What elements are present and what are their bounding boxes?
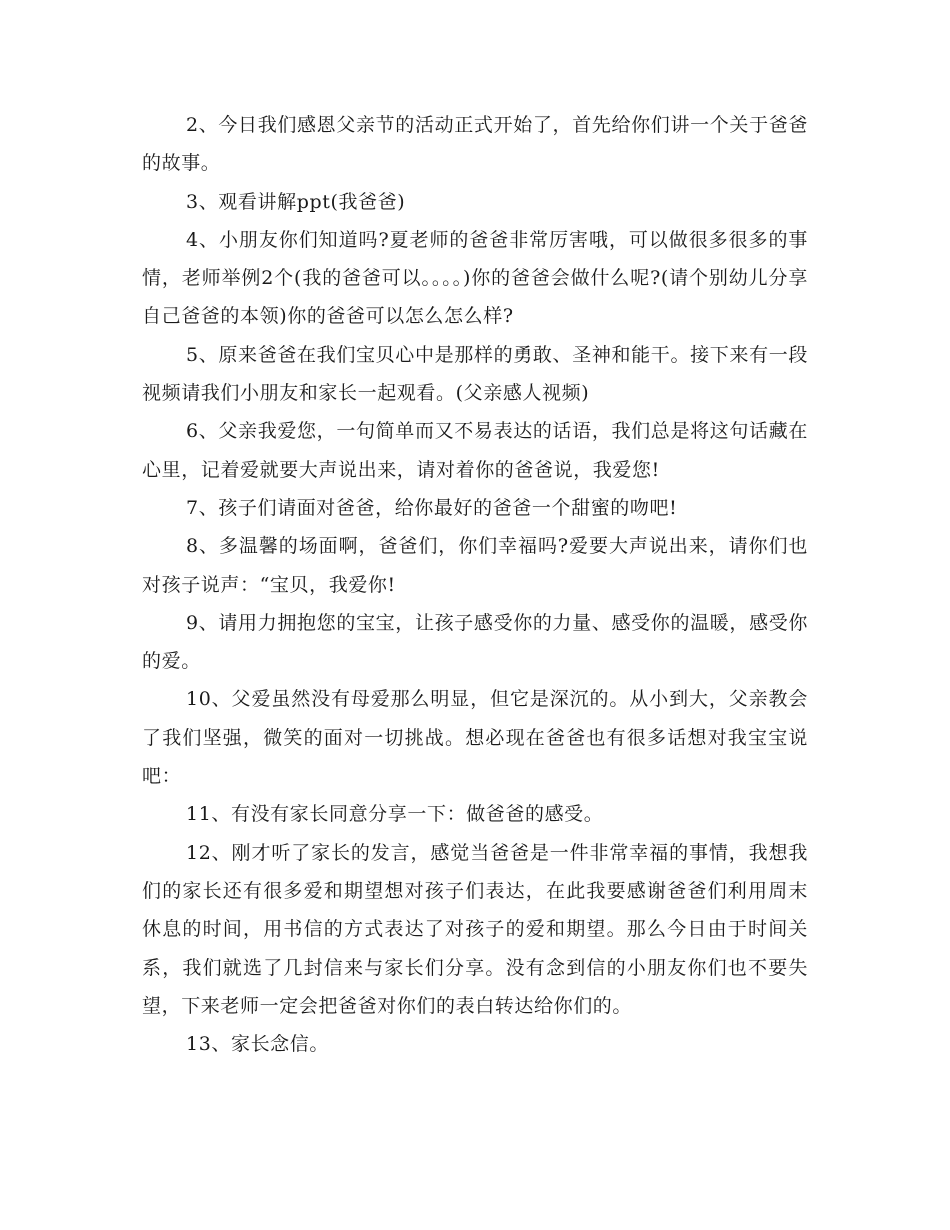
paragraph-13: 13、家长念信。 — [186, 1033, 329, 1056]
paragraph-11: 11、有没有家长同意分享一下：做爸爸的感受。 — [186, 803, 604, 826]
document-body — [142, 106, 808, 1063]
paragraph-10: 10、父爱虽然没有母爱那么明显，但它是深沉的。从小到大，父亲教会了我们坚强，微笑的面对一切挑战。想必现在爸爸也有很多话想对我宝宝说吧： — [142, 688, 808, 788]
paragraph-2: 2、今日我们感恩父亲节的活动正式开始了，首先给你们讲一个关于爸爸的故事。 — [142, 114, 808, 175]
paragraph-6: 6、父亲我爱您，一句简单而又不易表达的话语，我们总是将这句话藏在心里，记着爱就要大声说出来，请对着你的爸爸说，我爱您! — [142, 420, 808, 481]
paragraph-5: 5、原来爸爸在我们宝贝心中是那样的勇敢、圣神和能干。接下来有一段视频请我们小朋友和家长一起观看。(父亲感人视频) — [142, 343, 808, 405]
paragraph-8: 8、多温馨的场面啊，爸爸们，你们幸福吗?爱要大声说出来，请你们也对孩子说声：“宝贝，我爱你! — [142, 535, 808, 596]
paragraph-3: 3、观看讲解ppt(我爸爸) — [186, 190, 406, 213]
paragraph-12: 12、刚才听了家长的发言，感觉当爸爸是一件非常幸福的事情，我想我们的家长还有很多爱和期望想对孩子们表达，在此我要感谢爸爸们利用周末休息的时间，用书信的方式表达了对孩子的爱和期望。那么今日由于时间关系，我们就选了几封信来与家长们分享。没有念到信的小朋友你们也不要失望，下来老师一定会把爸爸对你们的表白转达给你们的。 — [142, 841, 808, 1017]
paragraph-7: 7、孩子们请面对爸爸，给你最好的爸爸一个甜蜜的吻吧! — [186, 496, 678, 519]
paragraph-9: 9、请用力拥抱您的宝宝，让孩子感受你的力量、感受你的温暖，感受你的爱。 — [142, 611, 808, 673]
paragraph-4: 4、小朋友你们知道吗?夏老师的爸爸非常厉害哦，可以做很多很多的事情，老师举例2个(我的爸爸可以。。。。)你的爸爸会做什么呢?(请个别幼儿分享自己爸爸的本领)你的爸爸可以怎么怎么样? — [142, 228, 808, 328]
